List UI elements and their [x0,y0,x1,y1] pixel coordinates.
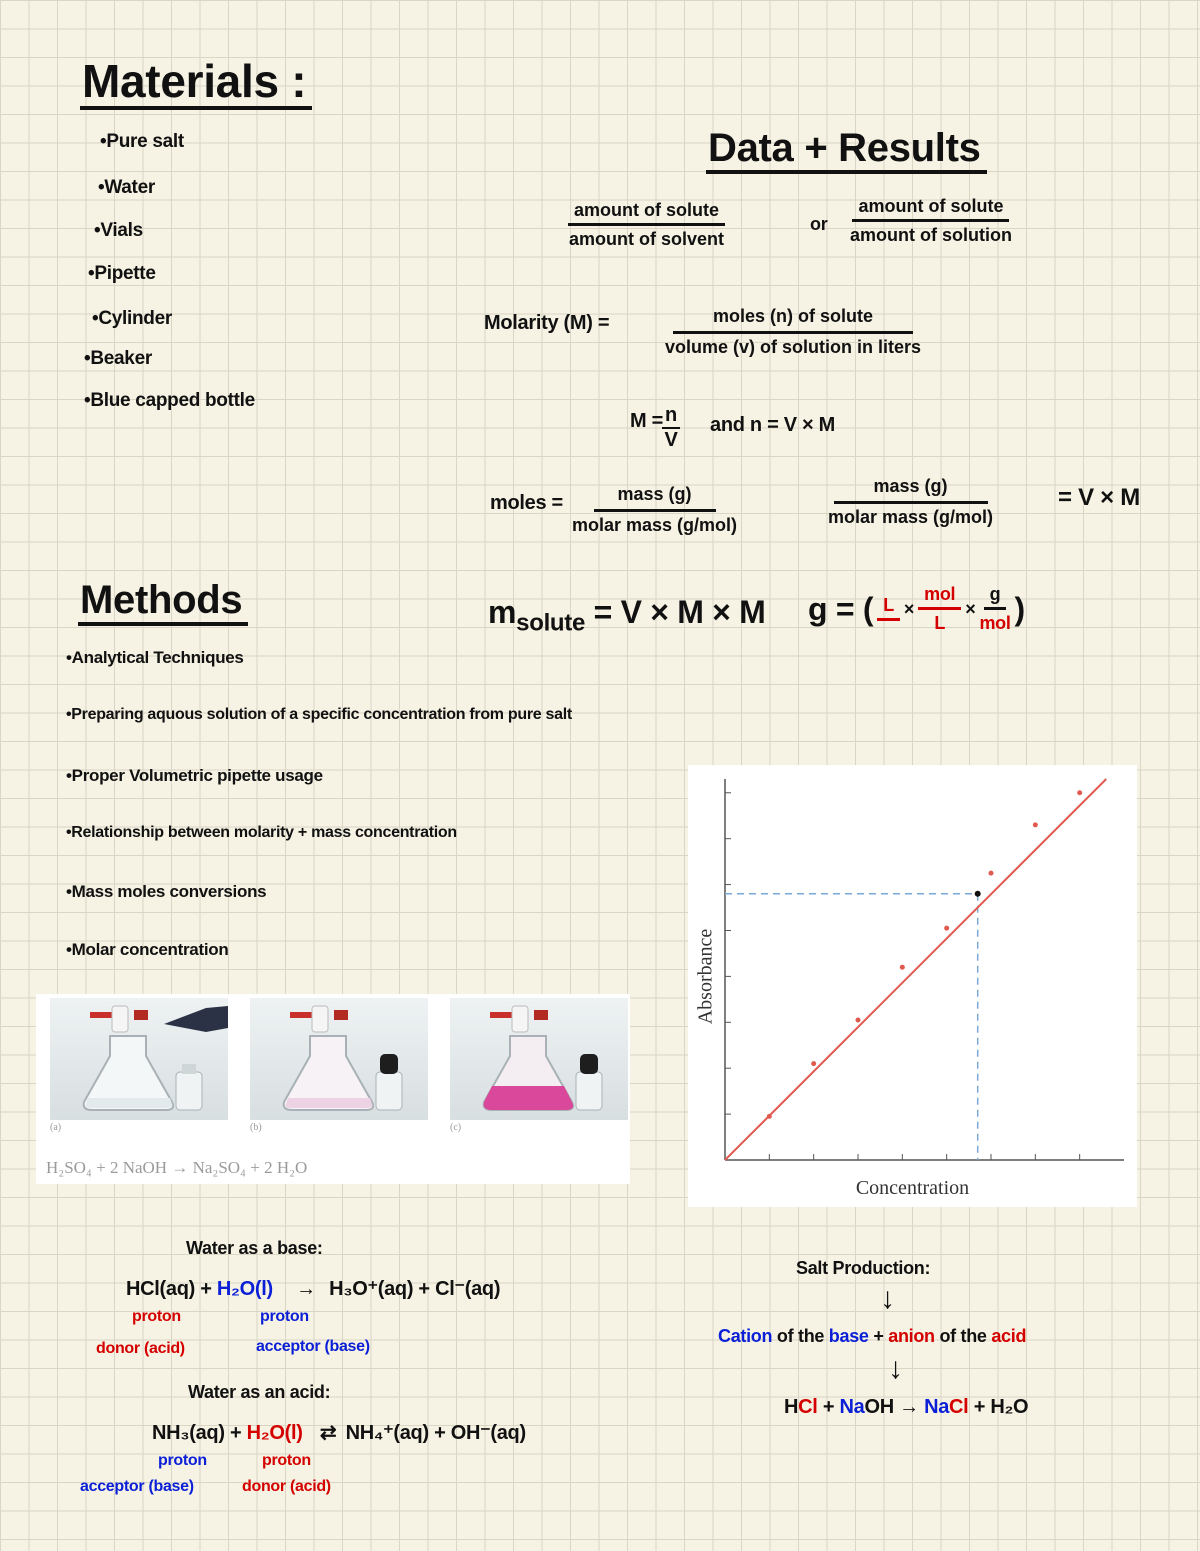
water-acid-label2-b: donor (acid) [242,1478,331,1495]
neutralization-equation: H₂SO₄ + 2 NaOH → Na₂SO₄ + 2 H₂O [46,1158,308,1177]
salt-eq-water: + H₂O [968,1396,1029,1418]
water-base-label2-a: proton [260,1308,309,1325]
salt-eq-na2: Na [924,1396,950,1418]
fraction-numerator: mass (g) [594,484,716,512]
water-base-products: H₃O⁺(aq) + Cl⁻(aq) [329,1278,501,1300]
mass-equation-rhs: = V × M [1058,484,1140,511]
data-point [1033,822,1038,827]
times-sign: × [903,598,915,619]
or-label: or [810,214,828,234]
g-per-mol-fraction [979,584,1010,634]
salt-eq-plus: + [817,1396,840,1418]
methods-heading: Methods [78,580,248,626]
anion-word: anion [888,1326,935,1346]
plus-text: + [868,1326,889,1346]
water-acid-products: NH₄⁺(aq) + OH⁻(aq) [345,1422,526,1444]
materials-item: •Water [98,177,155,198]
n-equation: and n = V × M [710,414,836,436]
mass-fraction [828,476,993,528]
equilibrium-arrow: ⇄ [319,1422,337,1444]
water-acid-label1-b: acceptor (base) [80,1478,194,1495]
msolute-rhs: = V × M × M [593,594,766,630]
methods-item: •Molar concentration [66,940,229,959]
msolute-m: m [488,594,517,630]
water-acid-reactant2: H₂O(l) [246,1422,303,1444]
flask-photo-b [250,998,428,1120]
of-the-text: of the [772,1326,829,1346]
titration-photo-panel [36,994,630,1184]
methods-item: •Proper Volumetric pipette usage [66,766,323,785]
data-results-heading: Data + Results [706,128,987,174]
photo-label-c: (c) [450,1122,462,1133]
methods-item: •Preparing aquous solution of a specific concentration from pure salt [66,706,572,723]
of-the-text: of the [934,1326,992,1346]
fraction-numerator: amount of solute [568,200,725,226]
unknown-sample-marker [975,891,981,897]
data-point [989,871,994,876]
fraction-denominator: amount of solvent [568,229,724,249]
msolute-equation [488,594,766,637]
water-base-title: Water as a base: [186,1238,323,1258]
water-base-label1-b: donor (acid) [96,1340,185,1357]
water-acid-label2-a: proton [262,1452,311,1469]
data-point [811,1061,816,1066]
msolute-subscript: solute [516,609,586,637]
fit-line [725,779,1106,1160]
calibration-chart [688,765,1137,1207]
g-equals-open: g = ( [808,590,874,627]
solute-solution-fraction [850,196,1012,246]
unit-conversion-equation [808,584,1025,634]
fraction-denominator: L [934,613,946,633]
base-word: base [828,1326,869,1346]
water-base-reactant2: H₂O(l) [216,1278,273,1300]
cation-word: Cation [718,1326,773,1346]
salt-equation [784,1396,1028,1419]
m-equation-lhs: M = [630,410,663,432]
fraction-numerator: mol [918,584,961,610]
l-fraction [877,595,900,624]
salt-definition [718,1326,1026,1347]
fraction-numerator: moles (n) of solute [673,306,913,334]
data-point [1077,790,1082,795]
fraction-numerator: amount of solute [852,196,1009,222]
water-acid-reactant1: NH₃(aq) + [152,1422,242,1444]
moles-label: moles = [490,492,563,514]
chart-y-label: Absorbance [694,928,717,1025]
m-equation-fraction [662,404,680,452]
fraction-denominator: mol [979,613,1011,633]
salt-eq-cl: Cl [798,1396,818,1418]
acid-word: acid [991,1326,1027,1346]
molarity-fraction [665,306,921,358]
close-paren: ) [1014,590,1025,627]
salt-eq-na: Na [839,1396,865,1418]
photo-label-b: (b) [250,1122,262,1133]
materials-heading: Materials : [80,58,312,110]
data-point [900,965,905,970]
solute-solvent-fraction [568,200,725,250]
water-base-reactant1: HCl(aq) + [126,1278,212,1300]
data-point [767,1114,772,1119]
methods-item: •Relationship between molarity + mass concentration [66,824,457,841]
fraction-numerator: mass (g) [834,476,988,504]
materials-item: •Pipette [88,263,156,284]
flask-photo-c [450,998,628,1120]
mol-per-l-fraction [918,584,961,634]
water-acid-label1-a: proton [158,1452,207,1469]
moles-fraction [572,484,737,536]
salt-production-title: Salt Production: [796,1258,931,1278]
water-base-equation [126,1276,500,1301]
data-point [856,1017,861,1022]
down-arrow-icon: ↓ [888,1352,903,1385]
water-acid-title: Water as an acid: [188,1382,331,1402]
fraction-denominator: V [664,429,678,451]
data-point [944,926,949,931]
down-arrow-icon: ↓ [880,1282,895,1315]
salt-eq-arrow: → [893,1396,925,1418]
fraction-numerator: g [984,584,1007,610]
water-base-label1-a: proton [132,1308,181,1325]
methods-item: •Mass moles conversions [66,882,267,901]
water-base-label2-b: acceptor (base) [256,1338,370,1355]
reaction-arrow: → [296,1278,316,1300]
water-acid-equation [152,1420,526,1445]
titration-photos [36,994,630,1184]
salt-eq-h: H [784,1396,799,1418]
fraction-denominator: amount of solution [850,225,1012,245]
molarity-label: Molarity (M) = [484,312,610,334]
salt-eq-oh: OH [864,1396,894,1418]
materials-item: •Beaker [84,348,152,369]
fraction-numerator: L [877,595,900,621]
materials-item: •Blue capped bottle [84,390,255,411]
photo-label-a: (a) [50,1122,62,1133]
fraction-denominator: molar mass (g/mol) [572,515,738,535]
fraction-numerator: n [662,404,680,429]
fraction-denominator: volume (v) of solution in liters [665,337,922,357]
chart-x-label: Concentration [855,1177,970,1199]
methods-item: •Analytical Techniques [66,648,244,667]
flask-photo-a [50,998,228,1120]
times-sign: × [965,598,976,619]
materials-item: •Cylinder [92,308,172,329]
fraction-denominator: molar mass (g/mol) [828,507,994,527]
materials-item: •Vials [94,220,143,241]
calibration-chart-svg [688,765,1137,1207]
salt-eq-cl2: Cl [949,1396,969,1418]
materials-item: •Pure salt [100,131,184,152]
